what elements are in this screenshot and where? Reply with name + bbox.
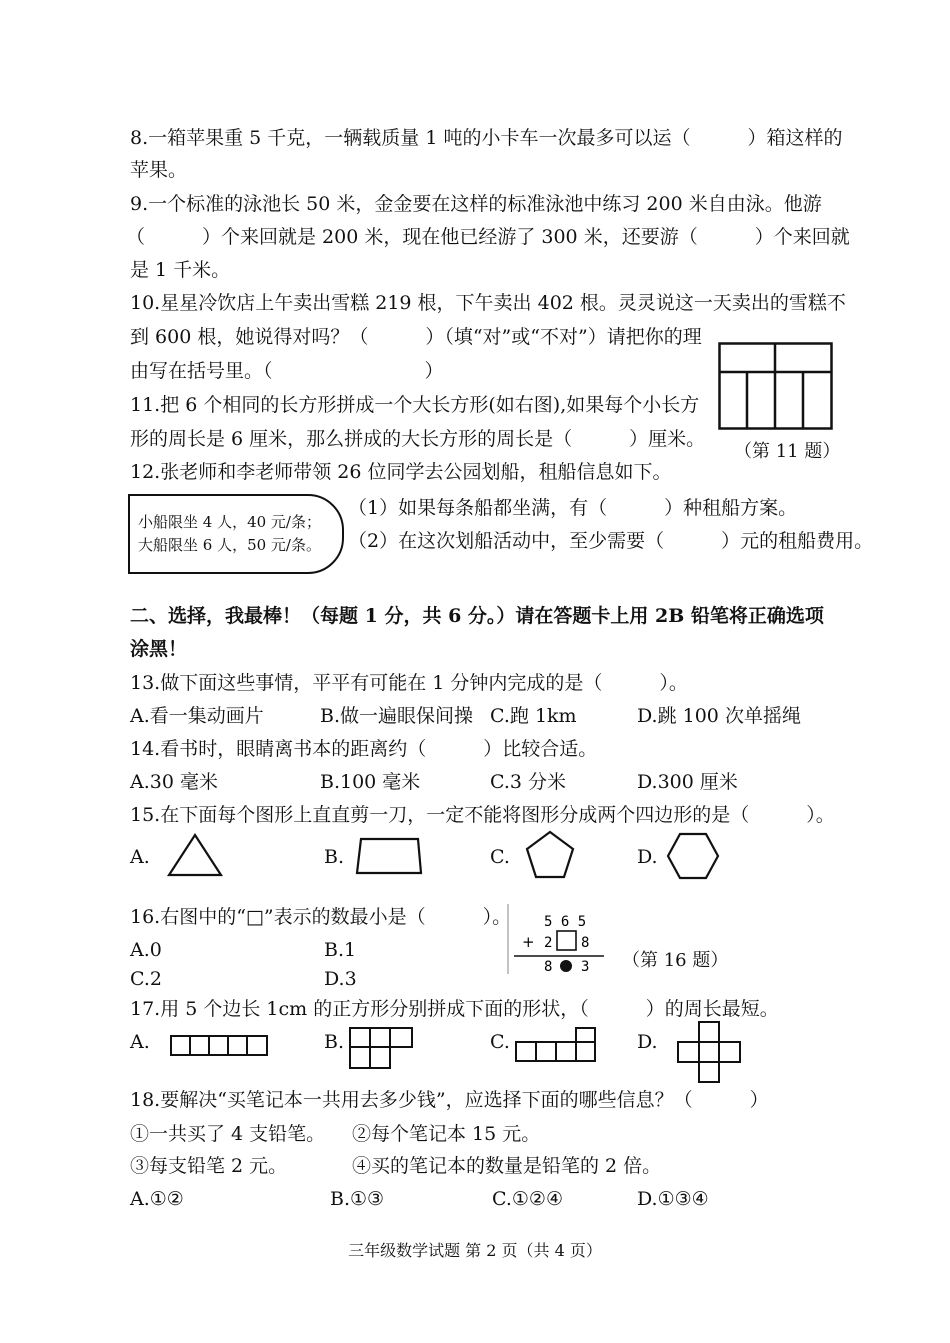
q14-option-b: B.100 毫米: [320, 771, 421, 793]
page-footer: 三年级数学试题 第 2 页（共 4 页）: [348, 1241, 602, 1260]
q17-stem: 17.用 5 个边长 1cm 的正方形分别拼成下面的形状，（ ）的周长最短。: [130, 998, 779, 1020]
pentagon-shape: [524, 829, 576, 881]
q12-sub2: （2）在这次划船活动中，至少需要（ ）元的租船费用。: [348, 530, 874, 552]
q18-option-d: D.①③④: [637, 1188, 709, 1210]
q9-line2: （ ）个来回就是 200 米，现在他已经游了 300 米，还要游（ ）个来回就: [126, 226, 850, 248]
q17-shape-a: [170, 1035, 272, 1059]
q8-line1: 8.一箱苹果重 5 千克，一辆载质量 1 吨的小卡车一次最多可以运（ ）箱这样的: [130, 127, 843, 149]
q13-option-b: B.做一遍眼保间操: [320, 705, 474, 727]
q13-stem: 13.做下面这些事情，平平有可能在 1 分钟内完成的是（ ）。: [130, 672, 688, 694]
q14-option-a: A.30 毫米: [130, 771, 218, 793]
q16-ink-blot: [560, 960, 572, 972]
q16-row1: 5 6 5: [544, 914, 587, 930]
q12-box-line2: 大船限坐 6 人，50 元/条。: [138, 536, 321, 554]
q16-row3-digit1: 8: [544, 959, 553, 975]
q12-box-line1: 小船限坐 4 人，40 元/条；: [138, 513, 321, 531]
q9-line1: 9.一个标准的泳池长 50 米，金金要在这样的标准泳池中练习 200 米自由泳。他游: [130, 193, 822, 215]
q12-line: 12.张老师和李老师带领 26 位同学去公园划船，租船信息如下。: [130, 461, 672, 483]
q14-option-c: C.3 分米: [490, 771, 567, 793]
section2-heading-line1: 二、选择，我最棒！（每题 1 分，共 6 分。）请在答题卡上用 2B 铅笔将正确选项: [130, 605, 824, 627]
hexagon-shape: [666, 831, 720, 881]
q17-shape-b: [349, 1027, 415, 1073]
q13-option-a: A.看一集动画片: [130, 705, 264, 727]
q15-label-c: C.: [490, 846, 510, 868]
q10-line1: 10.星星冷饮店上午卖出雪糕 219 根，下午卖出 402 根。灵灵说这一天卖出的雪糕不: [130, 292, 846, 314]
q18-stem: 18.要解决“买笔记本一共用去多少钱”，应选择下面的哪些信息？（ ）: [130, 1089, 769, 1111]
q16-stem: 16.右图中的“□”表示的数最小是（ ）。: [130, 906, 512, 928]
q15-label-a: A.: [130, 846, 150, 868]
section2-heading-line2: 涂黑！: [130, 638, 188, 660]
triangle-shape: [166, 832, 224, 878]
q16-row3-digit3: 3: [581, 959, 590, 975]
q16-blank-box: [557, 931, 576, 950]
q16-option-a: A.0: [130, 939, 162, 961]
q17-shape-d: [677, 1021, 743, 1085]
q12-sub1: （1）如果每条船都坐满，有（ ）种租船方案。: [348, 497, 798, 519]
q17-label-b: B.: [324, 1031, 345, 1053]
q15-label-b: B.: [324, 846, 345, 868]
q11-line1: 11.把 6 个相同的长方形拼成一个大长方形(如右图),如果每个小长方: [130, 394, 700, 416]
q15-stem: 15.在下面每个图形上直直剪一刀，一定不能将图形分成两个四边形的是（ ）。: [130, 804, 835, 826]
q8-line2: 苹果。: [130, 159, 188, 181]
q11-caption: （第 11 题）: [734, 441, 841, 462]
trapezoid-shape: [354, 836, 424, 876]
q16-caption: （第 16 题）: [622, 950, 729, 971]
q13-option-c: C.跑 1km: [490, 705, 577, 727]
q10-line2: 到 600 根，她说得对吗？（ ）（填“对”或“不对”）请把你的理: [130, 326, 702, 348]
q18-info-4: ④买的笔记本的数量是铅笔的 2 倍。: [352, 1155, 662, 1177]
q14-option-d: D.300 厘米: [637, 771, 738, 793]
q9-line3: 是 1 千米。: [130, 259, 231, 281]
q11-line2: 形的周长是 6 厘米，那么拼成的大长方形的周长是（ ）厘米。: [130, 428, 706, 450]
q16-option-b: B.1: [324, 939, 357, 961]
q13-option-d: D.跳 100 次单摇绳: [637, 705, 801, 727]
q11-figure-big-rectangle: [718, 342, 834, 432]
q18-option-a: A.①②: [130, 1188, 184, 1210]
q15-label-d: D.: [637, 846, 658, 868]
q16-addition-figure: [504, 902, 614, 977]
q18-option-c: C.①②④: [492, 1188, 563, 1210]
q16-option-d: D.3: [324, 968, 357, 990]
q16-option-c: C.2: [130, 968, 162, 990]
q18-info-3: ③每支铅笔 2 元。: [130, 1155, 288, 1177]
q17-label-a: A.: [130, 1031, 150, 1053]
q16-plus: +: [522, 933, 535, 951]
q18-info-2: ②每个笔记本 15 元。: [352, 1123, 541, 1145]
q16-row2-digit1: 2: [544, 935, 553, 951]
q17-label-c: C.: [490, 1031, 510, 1053]
q10-line3: 由写在括号里。（ ）: [130, 360, 444, 382]
q18-option-b: B.①③: [330, 1188, 385, 1210]
q12-info-box: [128, 494, 344, 574]
q17-label-d: D.: [637, 1031, 658, 1053]
q17-shape-c: [515, 1027, 599, 1065]
q16-row2-digit3: 8: [581, 935, 590, 951]
q14-stem: 14.看书时，眼睛离书本的距离约（ ）比较合适。: [130, 738, 598, 760]
q18-info-1: ①一共买了 4 支铅笔。: [130, 1123, 326, 1145]
